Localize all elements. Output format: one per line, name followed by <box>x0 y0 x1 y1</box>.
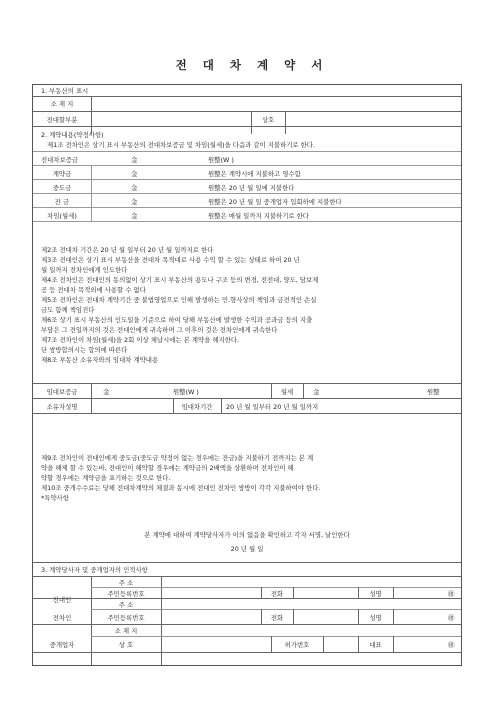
payment-row-text: 원整은 20 년 월 일 중개업자 입회하에 지불한다 <box>208 198 342 206</box>
article-text: 금도 함께 책임진다 <box>41 306 95 314</box>
article-text: 부담은 그 전일까지의 것은 전대인에게 귀속하며 그 이후의 것은 전차인에게 귀속한다 <box>41 326 278 334</box>
lease-period-label: 임대차기간 <box>181 403 213 411</box>
article-text: 제4조 전차인은 전대인의 동의없이 상기 표시 부동산의 용도나 구조 등의 변경, 전전대, 양도, 담보제 <box>41 276 319 284</box>
sangho-label: 상호 <box>261 116 275 124</box>
article-text: 약할 경우에는 계약금을 포기하는 것으로 한다. <box>41 474 171 482</box>
sublease-part-label: 전대할부분 <box>46 116 78 124</box>
confirmation-statement: 본 계약에 대하여 계약당사자가 이의 없음을 확인하고 각자 서명, 날인한다 <box>144 531 350 539</box>
article-text: 약을 해제 할 수 있는바, 전대인이 해약할 경우에는 계약금의 2배액을 상환하며 전차인이 해 <box>41 464 294 472</box>
article-text: 제9조 전차인이 전대인에게 중도금(중도금 약정이 없는 경우에는 잔금)을 지불하기 전까지는 본 계 <box>41 454 314 462</box>
lessee-seal-icon: ㊞ <box>448 614 455 622</box>
lessee-address-label: 주 소 <box>118 601 134 609</box>
section2-heading: 2. 계약내용(약정사항) <box>41 131 104 139</box>
payment-row-text: 원整(W ) <box>208 156 234 164</box>
payment-row-won-sign: 金 <box>131 170 138 178</box>
lessee-name-label: 성명 <box>369 614 382 622</box>
payment-row-label: 전대차보증금 <box>41 156 79 164</box>
article-text: 제3조 전대인은 상기 표시 부동산을 전대차 목적대로 사용 수익 할 수 있는 상태로 하여 20 년 <box>41 256 300 264</box>
lease-deposit-label: 임대보증금 <box>46 388 78 396</box>
lessee-label: 전차인 <box>52 614 72 622</box>
article-text: 제10조 중개수수료는 당해 전대차계약의 체결과 동시에 전대인 전차인 쌍방이 각각 지불하여야 한다. <box>41 484 321 492</box>
agent-license-label: 허가번호 <box>284 641 310 649</box>
payment-row-won-sign: 金 <box>131 156 138 164</box>
article-text: 단 쌍방합의시는 합의에 따른다 <box>41 346 128 354</box>
lease-period-text: 20 년 월 일부터 20 년 월 일까지 <box>226 403 319 411</box>
payment-row-label: 중도금 <box>52 184 72 192</box>
article-1: 제1조 전차인은 상기 표시 부동산의 전대차보증금 및 차임(월세)을 다음과 같이 지불하기로 한다. <box>47 141 316 149</box>
agent-seal-icon: ㊞ <box>448 641 455 649</box>
article-text: 제2조 전대차 기간은 20 년 월 일부터 20 년 월 일까지로 한다 <box>41 246 214 254</box>
section3-heading: 3. 계약당사자 및 중개업자의 인적사항 <box>41 566 148 574</box>
payment-row-label: 계약금 <box>52 170 72 178</box>
lessor-name-label: 성명 <box>369 590 382 598</box>
special-terms-label: *특약사항 <box>41 494 69 502</box>
section1-heading: 1. 부동산의 표시 <box>41 87 89 95</box>
lessee-rrn-label: 주민등록번호 <box>107 614 145 622</box>
payment-row-text: 원整은 매월 일까지 지불하기로 한다 <box>208 212 309 220</box>
payment-row-won-sign: 金 <box>131 212 138 220</box>
agent-location-label: 소 재 지 <box>114 627 138 635</box>
lessor-label: 전대인 <box>52 596 72 604</box>
monthly-rent-label: 월세 <box>280 388 294 396</box>
lessee-phone-label: 전화 <box>270 614 284 622</box>
location-label: 소 재 지 <box>50 100 74 108</box>
payment-row-won-sign: 金 <box>131 198 138 206</box>
lessor-seal-icon: ㊞ <box>448 590 455 598</box>
payment-row-won-sign: 金 <box>131 184 138 192</box>
article-text: 월 일까지 전차인에게 인도한다 <box>41 266 128 274</box>
lease-deposit-text: 원整(W ) <box>173 388 199 396</box>
owner-name-label: 소유자성명 <box>46 403 78 411</box>
payment-row-text: 원整은 계약시에 지불하고 영수함 <box>208 170 301 178</box>
article-text: 제7조 전차인이 차임(월세)을 2회 이상 체납시에는 본 계약을 해지한다. <box>41 336 240 344</box>
monthly-rent-text: 원整 <box>427 388 440 396</box>
lessor-phone-label: 전화 <box>270 590 284 598</box>
agent-sangho-label: 상 호 <box>118 641 134 649</box>
article-text: 제6조 상기 표시 부동산의 인도일을 기준으로 하여 당해 부동산에 발생한 수익과 공과금 등의 지출 <box>41 316 313 324</box>
article-text: 공 등 전대차 목적외에 사용할 수 없다 <box>41 286 146 294</box>
agent-label: 중개업자 <box>49 641 75 649</box>
lease-deposit-won-sign: 金 <box>103 388 110 396</box>
article-text: 제5조 전차인은 전대차 계약기간 중 불법영업으로 인해 발생하는 민.형사상의 책임과 금전적인 손실 <box>41 296 317 304</box>
signing-date: 20 년 월 일 <box>230 545 264 553</box>
contract-form <box>32 84 462 666</box>
lessor-address-label: 주 소 <box>118 579 134 587</box>
monthly-rent-won-sign: 金 <box>313 388 320 396</box>
agent-rep-label: 대표 <box>369 641 382 649</box>
document-title: 전 대 차 계 약 서 <box>175 58 329 72</box>
payment-row-label: 잔 금 <box>54 198 70 206</box>
lessor-rrn-label: 주민등록번호 <box>107 590 145 598</box>
article-text: 제8조 부동산 소유자와의 임대차 계약내용 <box>41 356 159 364</box>
payment-row-text: 원整은 20 년 월 일에 지불한다 <box>208 184 295 192</box>
payment-row-label: 차임(월세) <box>47 212 77 220</box>
